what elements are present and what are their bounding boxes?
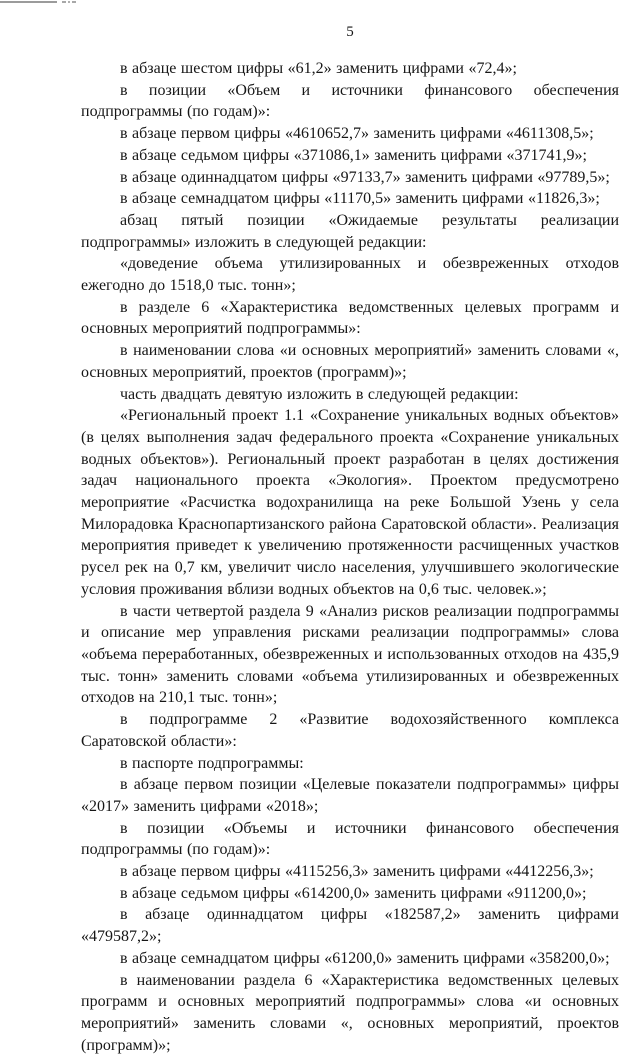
paragraph: часть двадцать девятую изложить в следующей редакции: bbox=[120, 385, 519, 403]
paragraph: в наименовании раздела 6 «Характеристика ведомственных целевых программ и основных мероприятий подпрограммы» слова «и основных мероприятий» заменить словами «, основных мероприятий, проектов (программ)»; bbox=[81, 971, 619, 1054]
paragraph: «доведение объема утилизированных и обезвреженных отходов ежегодно до 1518,0 тыс. тонн»; bbox=[81, 255, 619, 295]
paragraph: в паспорте подпрограммы: bbox=[120, 754, 304, 772]
paragraph: в разделе 6 «Характеристика ведомственных целевых программ и основных мероприятий подпрограммы»: bbox=[81, 298, 619, 338]
paragraph: в наименовании слова «и основных мероприятий» заменить словами «, основных мероприятий, проектов (программ)»; bbox=[81, 342, 619, 381]
paragraph: в абзаце одиннадцатом цифры «97133,7» заменить цифрами «97789,5»; bbox=[120, 168, 610, 186]
paragraph: в абзаце первом цифры «4115256,3» заменить цифрами «4412256,3»; bbox=[120, 863, 594, 881]
paragraph: в абзаце седьмом цифры «614200,0» заменить цифрами «911200,0»; bbox=[120, 884, 587, 902]
scan-artifact-line bbox=[0, 1, 57, 3]
paragraph: абзац пятый позиции «Ожидаемые результаты реализации подпрограммы» изложить в следующей редакции: bbox=[81, 211, 619, 251]
scan-artifact-dash bbox=[68, 1, 70, 3]
paragraph: в абзаце первом позиции «Целевые показатели подпрограммы» цифры «2017» заменить цифрами «2018»; bbox=[81, 776, 619, 815]
paragraph: в части четвертой раздела 9 «Анализ рисков реализации подпрограммы и описание мер управления рисками реализации подпрограммы» слова «объема переработанных, обезвреженных и использованных отходов на 435,9 тыс. тонн» заменить словами «объема утилизированных и обезвреженных отходов на 210,1 тыс. тонн»; bbox=[81, 602, 619, 707]
paragraph: в абзаце шестом цифры «61,2» заменить цифрами «72,4»; bbox=[120, 60, 517, 77]
paragraph: в абзаце семнадцатом цифры «11170,5» заменить цифрами «11826,3»; bbox=[120, 190, 600, 208]
paragraph: в абзаце седьмом цифры «371086,1» заменить цифрами «371741,9»; bbox=[120, 146, 587, 164]
document-body bbox=[81, 58, 619, 1056]
paragraph: в позиции «Объемы и источники финансового обеспечения подпрограммы (по годам)»: bbox=[81, 819, 619, 859]
paragraph: в абзаце одиннадцатом цифры «182587,2» заменить цифрами «479587,2»; bbox=[81, 906, 619, 946]
paragraph: в абзаце семнадцатом цифры «61200,0» заменить цифрами «358200,0»; bbox=[120, 949, 610, 967]
paragraph: в позиции «Объем и источники финансового обеспечения подпрограммы (по годам)»: bbox=[81, 81, 619, 121]
paragraph: в абзаце первом цифры «4610652,7» заменить цифрами «4611308,5»; bbox=[120, 125, 594, 143]
paragraph: «Региональный проект 1.1 «Сохранение уникальных водных объектов» (в целях выполнения задач федерального проекта «Сохранение уникальных водных объектов»). Региональный проект разработан в целях достижения задач национального проекта «Экология». Проектом предусмотрено мероприятие «Расчистка водохранилища на реке Большой Узень у села Милорадовка Краснопартизанского района Саратовской области». Реализация мероприятия приведет к увеличению протяженности расчищенных участков русел рек на 0,7 км, увеличит число населения, улучшившего экологические условия проживания вблизи водных объектов на 0,6 тыс. человек.»; bbox=[81, 407, 619, 598]
scan-artifact-dash bbox=[72, 1, 76, 3]
scan-artifact-dash bbox=[62, 1, 66, 3]
page-number: 5 bbox=[346, 24, 354, 40]
paragraph: в подпрограмме 2 «Развитие водохозяйственного комплекса Саратовской области»: bbox=[81, 711, 619, 750]
